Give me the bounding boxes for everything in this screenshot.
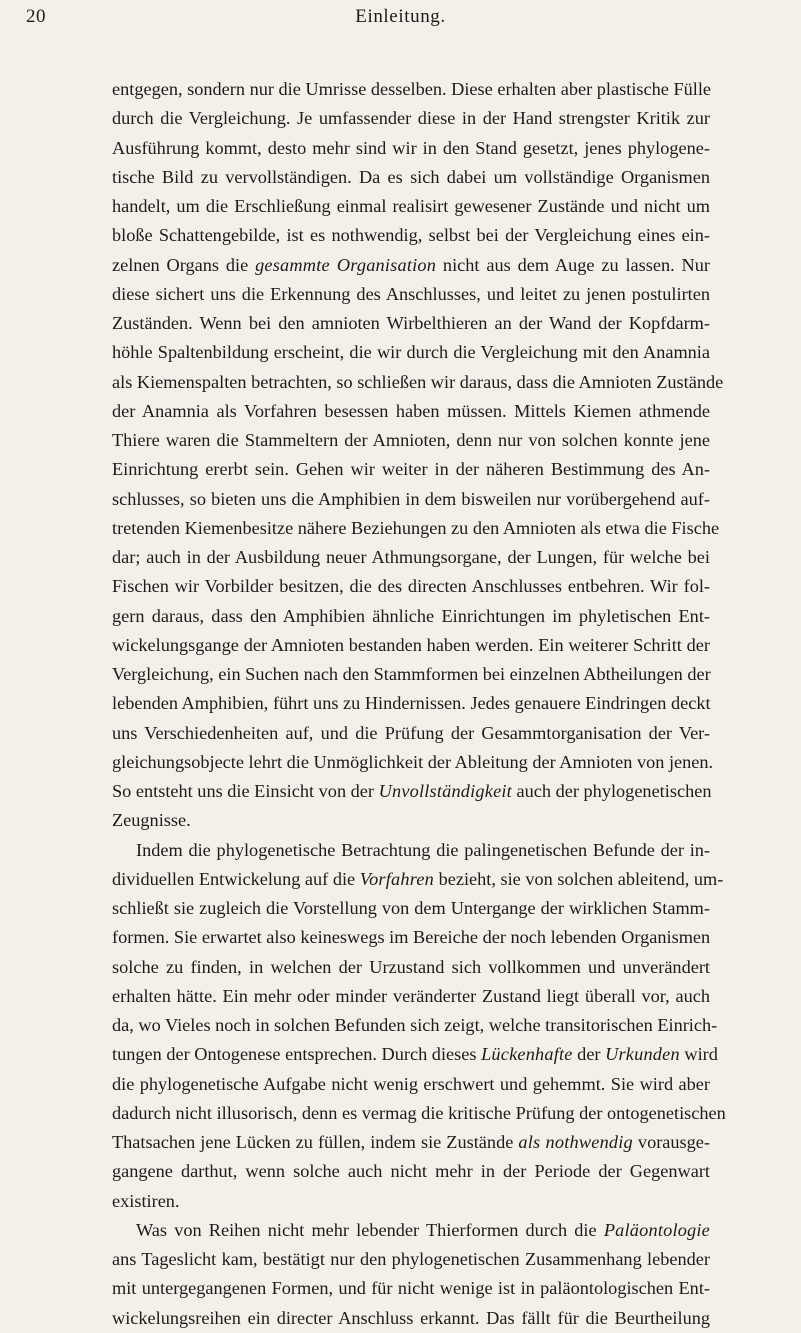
text-line bbox=[112, 806, 710, 835]
text-line bbox=[112, 777, 710, 806]
line-text: als Kiemenspalten betrachten, so schließen wir daraus, dass die Amnioten Zustände bbox=[112, 371, 724, 392]
text-line bbox=[112, 1274, 710, 1303]
line-text: Thatsachen jene Lücken zu füllen, indem sie Zustände bbox=[112, 1132, 519, 1152]
emphasis-text: Urkunden bbox=[605, 1044, 680, 1065]
line-text: dar; auch in der Ausbildung neuer Athmungsorgane, der Lungen, für welche bei bbox=[112, 547, 710, 567]
text-line bbox=[112, 280, 710, 309]
text-line bbox=[112, 602, 710, 631]
text-line bbox=[112, 543, 710, 572]
line-text: ans Tageslicht kam, bestätigt nur den phylogenetischen Zusammenhang lebender bbox=[112, 1249, 710, 1269]
text-line bbox=[112, 134, 710, 163]
line-text: lebenden Amphibien, führt uns zu Hindernissen. Jedes genauere Eindringen deckt bbox=[112, 693, 711, 714]
running-head: Einleitung. bbox=[355, 6, 446, 27]
text-line bbox=[112, 1040, 718, 1069]
text-line bbox=[112, 1128, 710, 1157]
line-text: dadurch nicht illusorisch, denn es vermag die kritische Prüfung der ontogenetischen bbox=[112, 1102, 726, 1123]
body-text bbox=[112, 75, 726, 1333]
text-line bbox=[112, 163, 710, 192]
page-header bbox=[0, 0, 801, 40]
line-text: Thiere waren die Stammeltern der Amnioten, denn nur von solchen konnte jene bbox=[112, 430, 710, 450]
text-line bbox=[112, 1070, 710, 1099]
line-text: entgegen, sondern nur die Umrisse desselben. Diese erhalten aber plastische Fülle bbox=[112, 79, 712, 99]
text-line bbox=[112, 689, 710, 718]
text-line bbox=[112, 572, 710, 601]
line-text: Einrichtung ererbt sein. Gehen wir weiter in der näheren Bestimmung des An- bbox=[112, 459, 710, 480]
line-text: durch die Vergleichung. Je umfassender diese in der Hand strengster Kritik zur bbox=[112, 108, 710, 129]
text-line bbox=[112, 309, 710, 338]
line-text: schlusses, so bieten uns die Amphibien in dem bisweilen nur vorübergehend auf- bbox=[112, 488, 710, 509]
text-line bbox=[112, 1011, 718, 1040]
line-text: zelnen Organs die bbox=[112, 254, 256, 275]
page-number: 20 bbox=[26, 6, 46, 27]
text-line bbox=[112, 719, 710, 748]
emphasis-text: Vorfahren bbox=[359, 868, 434, 889]
line-text: formen. Sie erwartet also keineswegs im Bereiche der noch lebenden Organismen bbox=[112, 927, 711, 948]
text-line bbox=[112, 631, 710, 660]
line-text: tretenden Kiemenbesitze nähere Beziehungen zu den Amnioten als etwa die Fische bbox=[112, 517, 720, 538]
emphasis-text: als nothwendig bbox=[518, 1132, 633, 1152]
text-line bbox=[112, 982, 710, 1011]
line-text: bezieht, sie von solchen ableitend, um- bbox=[434, 868, 724, 889]
line-text: tische Bild zu vervollständigen. Da es sich dabei um vollständige Organismen bbox=[112, 166, 710, 187]
line-text: höhle Spaltenbildung erscheint, die wir durch die Vergleichung mit den Anamnia bbox=[112, 342, 710, 363]
line-text: da, wo Vieles noch in solchen Befunden sich zeigt, welche transitorischen Einrich- bbox=[112, 1015, 718, 1035]
text-line bbox=[112, 455, 710, 484]
line-text: mit untergegangenen Formen, und für nicht wenige ist in paläontologischen Ent- bbox=[112, 1278, 710, 1299]
line-text: erhalten hätte. Ein mehr oder minder veränderter Zustand liegt überall vor, auch bbox=[112, 985, 710, 1006]
line-text: So entsteht uns die Einsicht von der bbox=[112, 781, 379, 801]
text-line bbox=[112, 368, 724, 397]
line-text: bloße Schattengebilde, ist es nothwendig, selbst bei der Vergleichung eines ein- bbox=[112, 225, 710, 246]
text-line bbox=[112, 485, 710, 514]
text-line bbox=[112, 104, 710, 133]
emphasis-text: Unvollständigkeit bbox=[378, 781, 512, 801]
line-text: der Anamnia als Vorfahren besessen haben müssen. Mittels Kiemen athmende bbox=[112, 400, 710, 421]
emphasis-text: gesammte Organisation bbox=[255, 254, 437, 275]
text-line bbox=[112, 660, 710, 689]
line-text: Indem die phylogenetische Betrachtung die palingenetischen Befunde der in- bbox=[136, 839, 710, 860]
emphasis-text: Lückenhafte bbox=[481, 1044, 573, 1065]
text-line bbox=[112, 426, 710, 455]
line-text: wird bbox=[679, 1044, 718, 1065]
text-line bbox=[112, 1099, 726, 1128]
line-text: Zuständen. Wenn bei den amnioten Wirbelthieren an der Wand der Kopfdarm- bbox=[112, 313, 710, 333]
text-line bbox=[112, 1245, 710, 1274]
line-text: vorausge- bbox=[632, 1132, 711, 1152]
emphasis-text: Paläontologie bbox=[603, 1219, 710, 1240]
text-line bbox=[112, 192, 710, 221]
text-line bbox=[112, 338, 710, 367]
line-text: dividuellen Entwickelung auf die bbox=[112, 868, 360, 889]
line-text: schließt sie zugleich die Vorstellung von dem Untergange der wirklichen Stamm- bbox=[112, 898, 710, 918]
line-text: Fischen wir Vorbilder besitzen, die des directen Anschlusses entbehren. Wir fol- bbox=[112, 576, 710, 597]
line-text: wickelungsgange der Amnioten bestanden haben werden. Ein weiterer Schritt der bbox=[112, 634, 710, 655]
line-text: die phylogenetische Aufgabe nicht wenig erschwert und gehemmt. Sie wird aber bbox=[112, 1073, 710, 1094]
text-line bbox=[112, 953, 710, 982]
line-text: uns Verschiedenheiten auf, und die Prüfung der Gesammtorganisation der Ver- bbox=[112, 722, 710, 743]
text-line bbox=[112, 748, 714, 777]
line-text: auch der phylogenetischen bbox=[511, 781, 712, 801]
text-line bbox=[112, 865, 724, 894]
line-text: gleichungsobjecte lehrt die Unmöglichkeit der Ableitung der Amnioten von jenen. bbox=[112, 751, 714, 772]
text-line bbox=[112, 1304, 710, 1333]
line-text: diese sichert uns die Erkennung des Anschlusses, und leitet zu jenen postulirten bbox=[112, 283, 710, 304]
line-text: gern daraus, dass den Amphibien ähnliche Einrichtungen im phyletischen Ent- bbox=[112, 605, 710, 626]
line-text: wickelungsreihen ein directer Anschluss erkannt. Das fällt für die Beurtheilung bbox=[112, 1307, 710, 1328]
text-line bbox=[112, 1187, 710, 1216]
text-line bbox=[112, 397, 710, 426]
text-line bbox=[112, 514, 720, 543]
line-text: handelt, um die Erschließung einmal realisirt gewesener Zustände und nicht um bbox=[112, 196, 710, 216]
line-text: tungen der Ontogenese entsprechen. Durch dieses bbox=[112, 1044, 482, 1065]
line-text: nicht aus dem Auge zu lassen. Nur bbox=[436, 254, 710, 275]
line-text: der bbox=[572, 1044, 606, 1065]
text-line bbox=[112, 75, 710, 104]
line-text: Vergleichung, ein Suchen nach den Stammformen bei einzelnen Abtheilungen der bbox=[112, 664, 711, 684]
line-text: existiren. bbox=[112, 1190, 180, 1211]
text-line bbox=[112, 1157, 710, 1186]
text-line bbox=[112, 221, 710, 250]
text-line bbox=[112, 836, 710, 865]
text-line bbox=[112, 251, 710, 280]
line-text: Ausführung kommt, desto mehr sind wir in den Stand gesetzt, jenes phylogene- bbox=[112, 137, 710, 158]
text-line bbox=[112, 894, 710, 923]
text-line bbox=[112, 923, 710, 952]
line-text: Zeugnisse. bbox=[112, 810, 191, 831]
line-text: gangene darthut, wenn solche auch nicht mehr in der Periode der Gegenwart bbox=[112, 1161, 710, 1182]
line-text: solche zu finden, in welchen der Urzustand sich vollkommen und unverändert bbox=[112, 956, 710, 977]
line-text: Was von Reihen nicht mehr lebender Thierformen durch die bbox=[136, 1219, 604, 1240]
